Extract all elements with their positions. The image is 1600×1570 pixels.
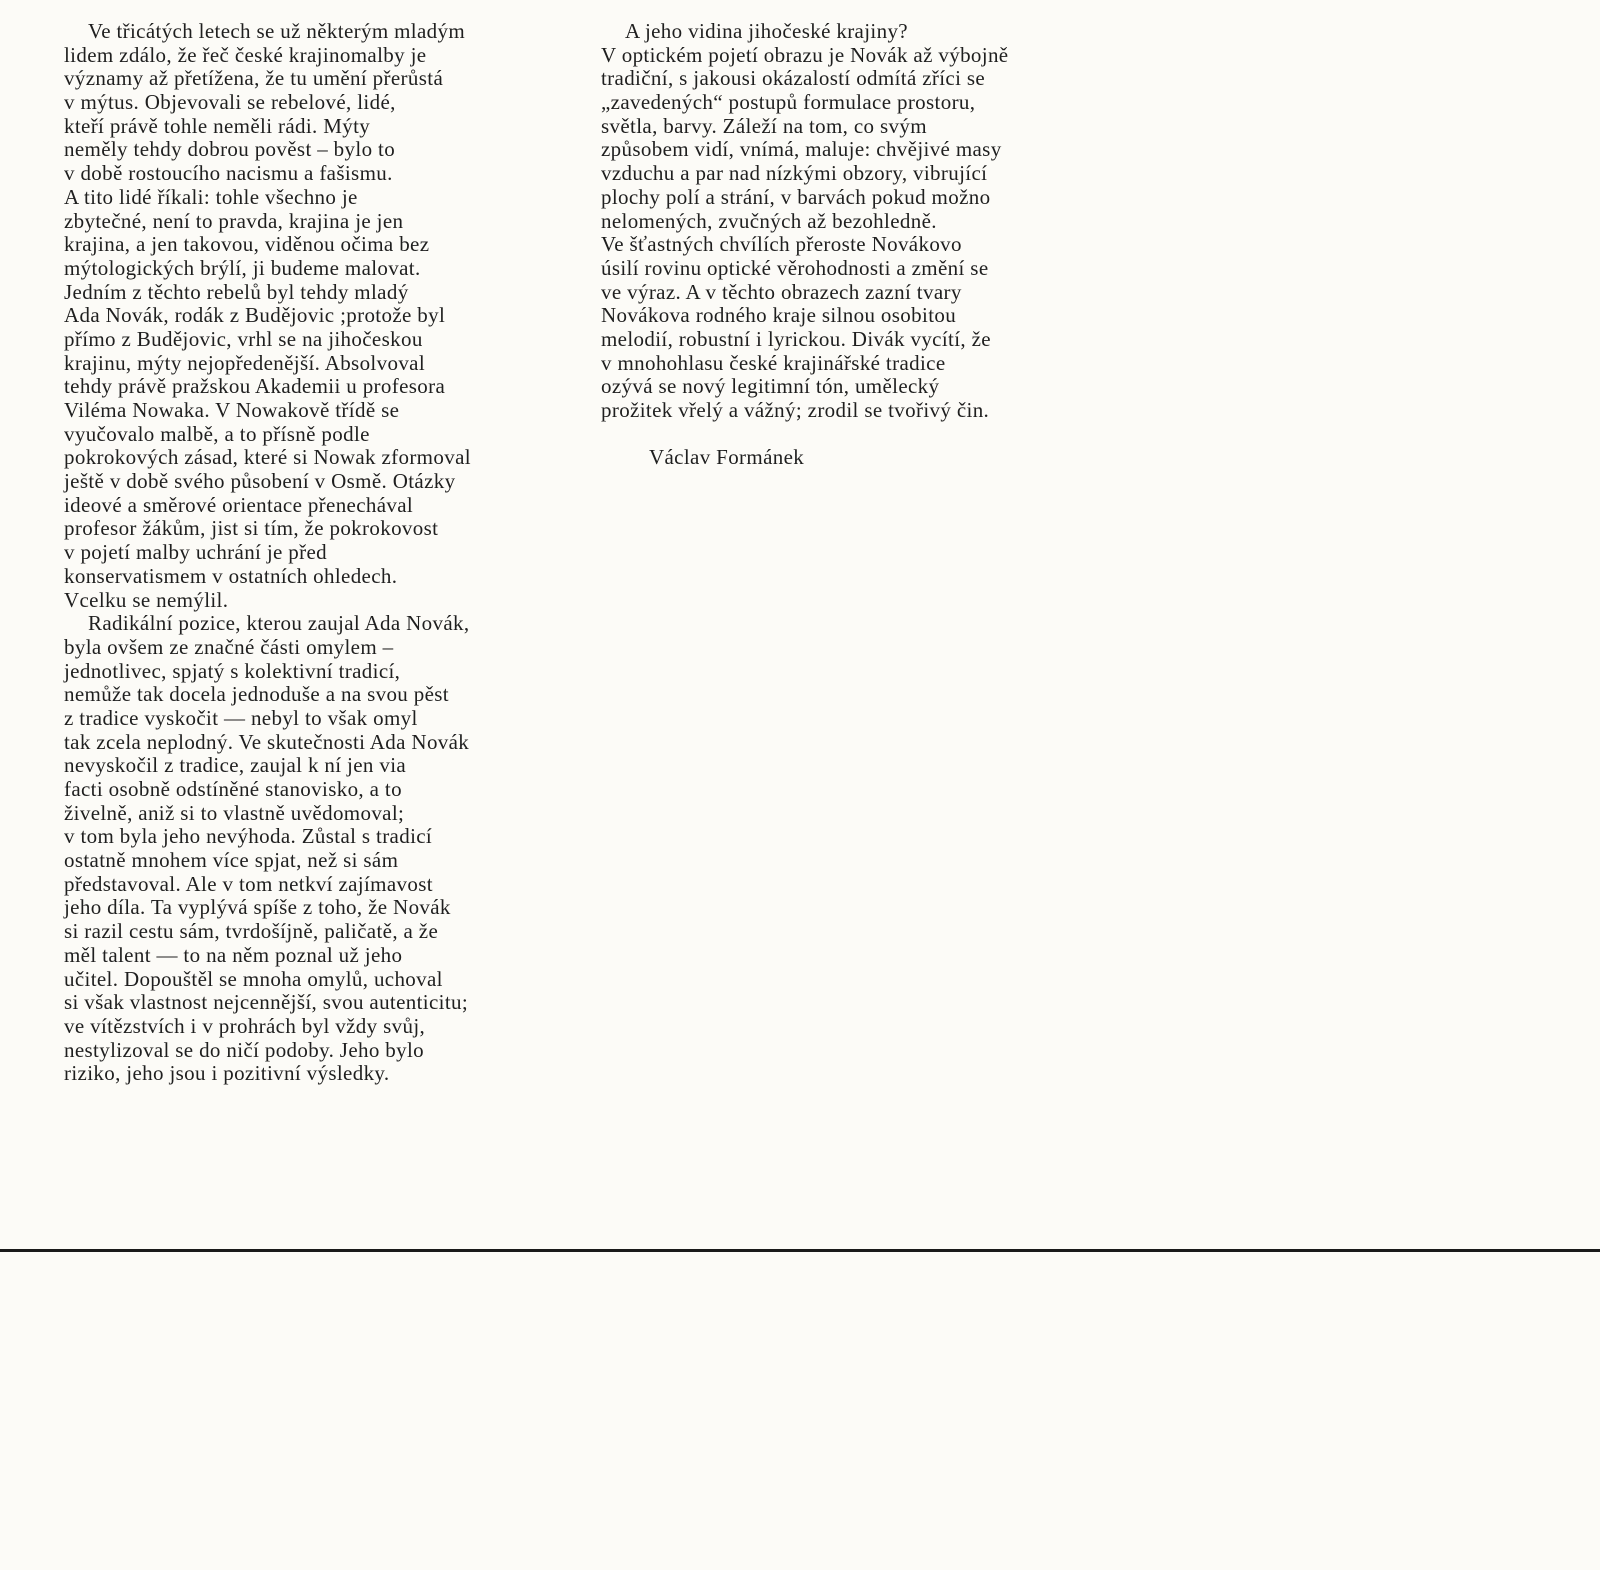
text-line: světla, barvy. Záleží na tom, co svým <box>601 113 927 138</box>
text-line: jeho díla. Ta vyplývá spíše z toho, že Novák <box>64 895 451 920</box>
text-line: si razil cestu sám, tvrdošíjně, paličatě, a že <box>64 919 439 944</box>
text-line: ve výraz. A v těchto obrazech zazní tvary <box>601 279 962 304</box>
text-line: prožitek vřelý a vážný; zrodil se tvořivý čin. <box>601 398 990 422</box>
text-line: nelomených, zvučných až bezohledně. <box>601 208 937 233</box>
text-line: živelně, aniž si to vlastně uvědomoval; <box>64 800 405 825</box>
text-line: Viléma Nowaka. V Nowakově třídě se <box>64 398 400 422</box>
text-line: ozývá se nový legitimní tón, umělecký <box>601 374 940 399</box>
text-line: krajinu, mýty nejopředenější. Absolvoval <box>64 350 426 375</box>
text-line: měl talent — to na něm poznal už jeho <box>64 942 403 967</box>
text-line: v tom byla jeho nevýhoda. Zůstal s tradicí <box>64 824 433 849</box>
text-line: Novákova rodného kraje silnou osobitou <box>601 303 957 328</box>
text-line: facti osobně odstíněné stanovisko, a to <box>64 777 402 801</box>
text-line: v mýtus. Objevovali se rebelové, lidé, <box>64 90 396 115</box>
text-line: mýtologických brýlí, ji budeme malovat. <box>64 255 421 280</box>
text-line: vzduchu a par nad nízkými obzory, vibrující <box>601 161 988 186</box>
text-line: byla ovšem ze značné části omylem – <box>64 634 394 659</box>
author-signature: Václav Formánek <box>649 445 805 470</box>
text-line: v pojetí malby uchrání je před <box>64 540 328 565</box>
text-line: pokrokových zásad, které si Nowak zformoval <box>64 445 471 470</box>
text-line: plochy polí a strání, v barvách pokud možno <box>601 184 991 209</box>
text-line: Vcelku se nemýlil. <box>64 587 229 612</box>
text-line: Ve šťastných chvílích přeroste Novákovo <box>601 232 962 257</box>
text-line: vyučovalo malbě, a to přísně podle <box>64 421 370 446</box>
right-text-column <box>601 20 1121 470</box>
text-line: kteří právě tohle neměli rádi. Mýty <box>64 113 371 138</box>
text-line: tak zcela neplodný. Ve skutečnosti Ada Novák <box>64 729 470 754</box>
text-line: ideové a směrové orientace přenechával <box>64 492 414 517</box>
text-line: z tradice vyskočit — nebyl to však omyl <box>64 705 418 730</box>
text-line: konservatismem v ostatních ohledech. <box>64 563 398 588</box>
text-line: Radikální pozice, kterou zaujal Ada Novák, <box>88 611 470 636</box>
text-line: A jeho vidina jihočeské krajiny? <box>625 19 908 43</box>
text-line: nemůže tak docela jednoduše a na svou pěst <box>64 682 449 707</box>
text-line: nestylizoval se do ničí podoby. Jeho bylo <box>64 1037 425 1062</box>
text-line: Ada Novák, rodák z Budějovic ;protože byl <box>64 303 446 328</box>
text-line: „zavedených“ postupů formulace prostoru, <box>601 90 976 115</box>
text-line: A tito lidé říkali: tohle všechno je <box>64 184 358 209</box>
horizontal-rule <box>0 1249 1600 1252</box>
text-line: ve vítězstvích i v prohrách byl vždy svůj, <box>64 1013 426 1038</box>
text-line: v době rostoucího nacismu a fašismu. <box>64 161 393 186</box>
text-line: si však vlastnost nejcennější, svou autenticitu; <box>64 990 469 1015</box>
text-line: představoval. Ale v tom netkví zajímavost <box>64 871 433 896</box>
text-line: nevyskočil z tradice, zaujal k ní jen via <box>64 753 407 778</box>
blank-line <box>601 423 1121 447</box>
text-line: Ve třicátých letech se už některým mladým <box>88 19 466 43</box>
text-line: tehdy právě pražskou Akademii u profesora <box>64 374 446 399</box>
text-line: tradiční, s jakousi okázalostí odmítá zříci se <box>601 66 986 91</box>
text-line: přímo z Budějovic, vrhl se na jihočeskou <box>64 326 423 351</box>
left-text-column <box>64 20 579 1086</box>
text-line: krajina, a jen takovou, viděnou očima bez <box>64 232 430 257</box>
text-line: melodií, robustní i lyrickou. Divák vycítí, že <box>601 326 991 351</box>
text-line: významy až přetížena, že tu umění přerůstá <box>64 66 444 91</box>
text-line: neměly tehdy dobrou pověst – bylo to <box>64 137 396 162</box>
text-line: ještě v době svého působení v Osmě. Otázky <box>64 469 456 494</box>
text-line: úsilí rovinu optické věrohodnosti a změní se <box>601 255 989 280</box>
text-line: způsobem vidí, vnímá, maluje: chvějivé masy <box>601 137 1002 162</box>
text-line: lidem zdálo, že řeč české krajinomalby je <box>64 42 427 67</box>
text-line: profesor žákům, jist si tím, že pokrokovost <box>64 516 439 541</box>
text-line: riziko, jeho jsou i pozitivní výsledky. <box>64 1061 390 1086</box>
text-line: učitel. Dopouštěl se mnoha omylů, uchoval <box>64 966 443 991</box>
text-line: Jedním z těchto rebelů byl tehdy mladý <box>64 279 409 304</box>
text-line: ostatně mnohem více spjat, než si sám <box>64 848 399 873</box>
text-line: jednotlivec, spjatý s kolektivní tradicí, <box>64 658 401 683</box>
text-line: v mnohohlasu české krajinářské tradice <box>601 350 946 375</box>
text-line: V optickém pojetí obrazu je Novák až výbojně <box>601 42 1009 67</box>
text-line: zbytečné, není to pravda, krajina je jen <box>64 208 404 233</box>
